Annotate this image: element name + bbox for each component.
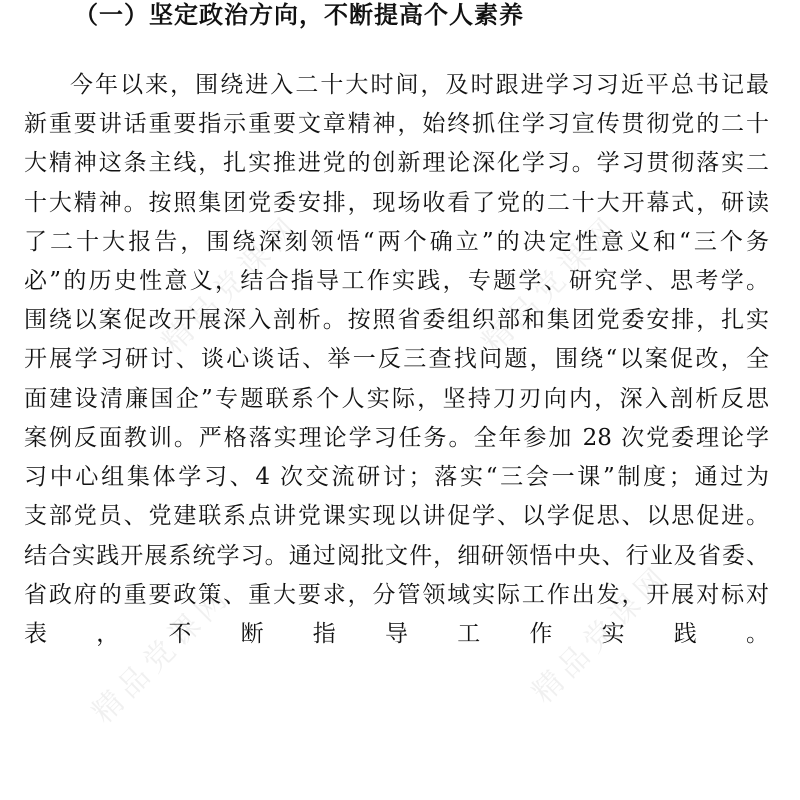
section-heading: （一）坚定政治方向，不断提高个人素养 (74, 1, 524, 29)
paragraph-line (24, 731, 769, 761)
paragraph-line: 表，不断指导工作实践。 (24, 621, 769, 647)
paragraph-line: 大精神这条主线，扎实推进党的创新理论深化学习。学习贯彻落实二 (24, 150, 769, 176)
paragraph-line: 案例反面教训。严格落实理论学习任务。全年参加 28 次党委理论学 (24, 425, 769, 451)
paragraph-line: 省政府的重要政策、重大要求，分管领域实际工作出发，开展对标对 (24, 582, 769, 608)
paragraph-line: 开展学习研讨、谈心谈话、举一反三查找问题，围绕“以案促改，全 (24, 346, 769, 372)
paragraph-line (24, 692, 769, 722)
paragraph-line: 围绕以案促改开展深入剖析。按照省委组织部和集团党委安排，扎实 (24, 307, 769, 333)
watermark: 精品党课网 (475, 208, 628, 361)
paragraph-line: 必”的历史性意义，结合指导工作实践，专题学、研究学、思考学。 (24, 268, 769, 294)
watermark: 精品党课网 (525, 558, 678, 711)
paragraph-line: 支部党员、党建联系点讲党课实现以讲促学、以学促思、以思促进。 (24, 503, 769, 529)
paragraph-line: 面建设清廉国企”专题联系个人实际，坚持刀刃向内，深入剖析反思 (24, 386, 769, 412)
watermark: 精品党课网 (155, 208, 308, 361)
paragraph-line: 习中心组集体学习、4 次交流研讨；落实“三会一课”制度；通过为 (24, 464, 769, 490)
paragraph-line: 十大精神。按照集团党委安排，现场收看了党的二十大开幕式，研读 (24, 190, 769, 216)
paragraph-line: 新重要讲话重要指示重要文章精神，始终抓住学习宣传贯彻党的二十 (24, 111, 769, 137)
paragraph-line: 今年以来，围绕进入二十大时间，及时跟进学习习近平总书记最 (70, 72, 769, 98)
paragraph-line: 了二十大报告，围绕深刻领悟“两个确立”的决定性意义和“三个务 (24, 229, 769, 255)
watermark: 精品党课网 (85, 578, 238, 731)
paragraph-line: 结合实践开展系统学习。通过阅批文件，细研领悟中央、行业及省委、 (24, 543, 769, 569)
